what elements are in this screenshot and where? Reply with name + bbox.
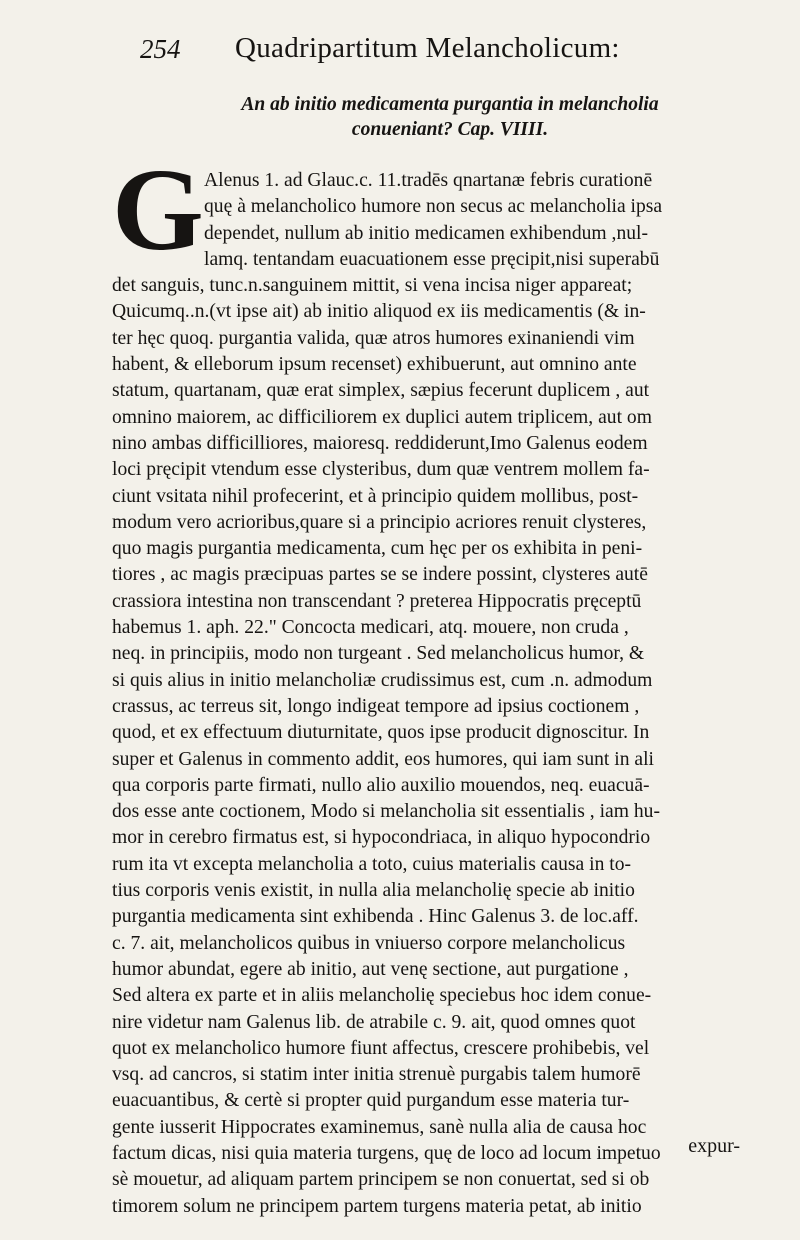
text-line: quot ex melancholico humore fiunt affectus, crescere prohibebis, vel bbox=[112, 1037, 650, 1059]
text-line: super et Galenus in commento addit, eos humores, qui iam sunt in ali bbox=[112, 748, 654, 770]
text-line: ciunt vsitata nihil profecerint, et à principio quidem mollibus, post- bbox=[112, 485, 639, 507]
chapter-heading-line: An ab initio medicamenta purgantia in melancholia bbox=[241, 94, 659, 115]
page-header bbox=[140, 30, 700, 76]
text-line: tiores , ac magis præcipuas partes se se indere possint, clysteres autē bbox=[112, 564, 648, 586]
catchword: expur- bbox=[688, 1135, 740, 1157]
text-line: lamq. tentandam euacuationem esse pręcipit,nisi superabū bbox=[204, 248, 660, 270]
text-line: rum ita vt excepta melancholia a toto, cuius materialis causa in to- bbox=[112, 853, 632, 875]
text-line: gente iusserit Hippocrates examinemus, sanè nulla alia de causa hoc bbox=[112, 1116, 647, 1138]
text-line: quo magis purgantia medicamenta, cum hęc per os exhibita in peni- bbox=[112, 538, 643, 560]
text-line: ter hęc quoq. purgantia valida, quæ atros humores exinaniendi vim bbox=[112, 327, 635, 349]
text-line: habent, & elleborum ipsum recenset) exhibuerunt, aut omnino ante bbox=[112, 354, 637, 376]
text-line: c. 7. ait, melancholicos quibus in vniuerso corpore melancholicus bbox=[112, 932, 626, 954]
text-line: factum dicas, nisi quia materia turgens, quę de loco ad locum impetuo bbox=[112, 1142, 661, 1164]
chapter-heading bbox=[150, 92, 750, 142]
text-line: euacuantibus, & certè si propter quid purgandum esse materia tur- bbox=[112, 1090, 630, 1112]
text-line: loci pręcipit vtendum esse clysteribus, dum quæ ventrem mollem fa- bbox=[112, 459, 650, 481]
text-line: quod, et ex effectuum diuturnitate, quos ipse producit dignoscitur. In bbox=[112, 722, 650, 744]
page-number: 254 bbox=[140, 34, 181, 64]
text-line: Alenus 1. ad Glauc.c. 11.tradēs qnartanæ febris curationē bbox=[204, 170, 653, 191]
text-line: qua corporis parte firmati, nullo alio auxilio mouendos, neq. euacuā- bbox=[112, 774, 650, 796]
text-line: statum, quartanam, quæ erat simplex, sæpius fecerunt duplicem , aut bbox=[112, 380, 650, 402]
text-line: crassiora intestina non transcendant ? preterea Hippocratis pręceptū bbox=[112, 590, 642, 612]
text-line: omnino maiorem, ac difficiliorem ex duplici autem triplicem, aut om bbox=[112, 406, 652, 428]
running-title: Quadripartitum Melancholicum: bbox=[235, 32, 620, 64]
text-line: vsq. ad cancros, si statim inter initia strenuè purgabis talem humorē bbox=[112, 1064, 641, 1086]
text-line: tius corporis venis existit, in nulla alia melancholię specie ab initio bbox=[112, 880, 635, 902]
text-line: neq. in principiis, modo non turgeant . Sed melancholicus humor, & bbox=[112, 643, 645, 665]
text-line: Sed altera ex parte et in aliis melancholię speciebus hoc idem conue- bbox=[112, 985, 652, 1007]
text-line: nino ambas difficilliores, maioresq. reddiderunt,Imo Galenus eodem bbox=[112, 432, 648, 454]
text-line: habemus 1. aph. 22." Concocta medicari, atq. mouere, non cruda , bbox=[112, 617, 629, 639]
text-line: timorem solum ne principem partem turgens materia petat, ab initio bbox=[112, 1195, 642, 1217]
text-line: sè mouetur, ad aliquam partem principem se non conuertat, sed si ob bbox=[112, 1169, 650, 1191]
text-line: dos esse ante coctionem, Modo si melancholia sit essentialis , iam hu- bbox=[112, 801, 660, 823]
body-text bbox=[112, 168, 772, 1220]
text-line: crassus, ac terreus sit, longo indigeat tempore ad ipsius coctionem , bbox=[112, 695, 640, 717]
text-line: quę à melancholico humore non secus ac melancholia ipsa bbox=[204, 196, 663, 218]
text-line: dependet, nullum ab initio medicamen exhibendum ,nul- bbox=[204, 222, 649, 244]
drop-cap: G bbox=[112, 144, 202, 275]
text-line: mor in cerebro firmatus est, si hypocondriaca, in aliquo hypocondrio bbox=[112, 827, 651, 849]
text-line: modum vero acrioribus,quare si a principio acriores renuit clysteres, bbox=[112, 511, 647, 533]
text-line: Quicumq..n.(vt ipse ait) ab initio aliquod ex iis medicamentis (& in- bbox=[112, 301, 646, 323]
text-line: si quis alius in initio melancholiæ crudissimus est, cum .n. admodum bbox=[112, 669, 653, 691]
text-line: purgantia medicamenta sint exhibenda . Hinc Galenus 3. de loc.aff. bbox=[112, 906, 639, 928]
text-line: humor abundat, egere ab initio, aut venę sectione, aut purgatione , bbox=[112, 958, 629, 980]
text-line: det sanguis, tunc.n.sanguinem mittit, si vena incisa niger appareat; bbox=[112, 275, 633, 297]
chapter-heading-line: conueniant? Cap. VIIII. bbox=[351, 119, 549, 140]
text-line: nire videtur nam Galenus lib. de atrabile c. 9. ait, quod omnes quot bbox=[112, 1011, 636, 1033]
